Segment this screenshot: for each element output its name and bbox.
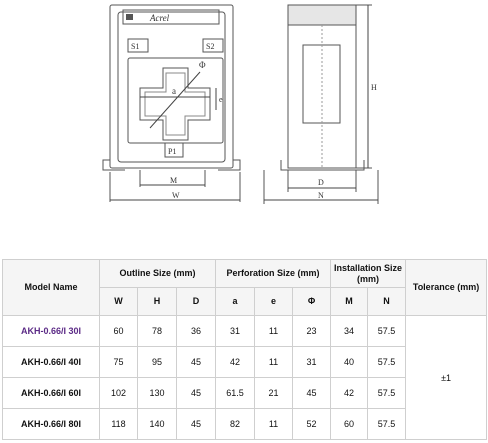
model-name-cell: AKH-0.66/I 40I [3, 347, 100, 378]
header-phi: Φ [293, 288, 331, 316]
value-cell: 140 [138, 409, 177, 440]
perforation-outline [140, 68, 210, 140]
value-cell: 75 [100, 347, 138, 378]
brand-label: Acrel [150, 13, 170, 23]
value-cell: 57.5 [368, 409, 406, 440]
value-cell: 57.5 [368, 347, 406, 378]
spec-table [2, 259, 487, 440]
value-cell: 57.5 [368, 316, 406, 347]
dim-h: H [371, 83, 377, 92]
value-cell: 42 [331, 378, 368, 409]
header-d: D [177, 288, 216, 316]
value-cell: 31 [216, 316, 255, 347]
header-h: H [138, 288, 177, 316]
header-installation: Installation Size (mm) [331, 260, 406, 288]
value-cell: 45 [293, 378, 331, 409]
terminal-s2: S2 [206, 42, 215, 51]
window-frame [128, 58, 223, 143]
header-perforation: Perforation Size (mm) [216, 260, 331, 288]
header-outline: Outline Size (mm) [100, 260, 216, 288]
value-cell: 34 [331, 316, 368, 347]
value-cell: 60 [331, 409, 368, 440]
value-cell: 130 [138, 378, 177, 409]
dim-d: D [318, 178, 324, 187]
value-cell: 118 [100, 409, 138, 440]
value-cell: 11 [255, 409, 293, 440]
value-cell: 45 [177, 347, 216, 378]
dim-phi: Φ [199, 60, 206, 70]
terminal-p1: P1 [168, 147, 177, 156]
value-cell: 11 [255, 316, 293, 347]
value-cell: 95 [138, 347, 177, 378]
value-cell: 102 [100, 378, 138, 409]
model-name-cell: AKH-0.66/I 30I [3, 316, 100, 347]
header-w: W [100, 288, 138, 316]
header-model: Model Name [3, 260, 100, 316]
value-cell: 78 [138, 316, 177, 347]
header-e: e [255, 288, 293, 316]
dim-n: N [318, 191, 324, 200]
value-cell: 45 [177, 378, 216, 409]
tolerance-cell: ±1 [406, 316, 487, 440]
dim-e: e [219, 95, 223, 104]
value-cell: 42 [216, 347, 255, 378]
header-tolerance: Tolerance (mm) [406, 260, 487, 316]
value-cell: 45 [177, 409, 216, 440]
value-cell: 52 [293, 409, 331, 440]
header-m: M [331, 288, 368, 316]
side-view-window [303, 45, 340, 123]
value-cell: 82 [216, 409, 255, 440]
value-cell: 31 [293, 347, 331, 378]
value-cell: 60 [100, 316, 138, 347]
value-cell: 23 [293, 316, 331, 347]
value-cell: 57.5 [368, 378, 406, 409]
dim-a: a [172, 86, 176, 96]
terminal-s1: S1 [131, 42, 140, 51]
table-row [3, 316, 487, 347]
header-n: N [368, 288, 406, 316]
value-cell: 21 [255, 378, 293, 409]
model-name-cell: AKH-0.66/I 60I [3, 378, 100, 409]
dim-w: W [172, 191, 180, 200]
header-a: a [216, 288, 255, 316]
value-cell: 61.5 [216, 378, 255, 409]
dim-m: M [170, 176, 178, 185]
value-cell: 40 [331, 347, 368, 378]
value-cell: 11 [255, 347, 293, 378]
model-name-cell: AKH-0.66/I 80I [3, 409, 100, 440]
value-cell: 36 [177, 316, 216, 347]
